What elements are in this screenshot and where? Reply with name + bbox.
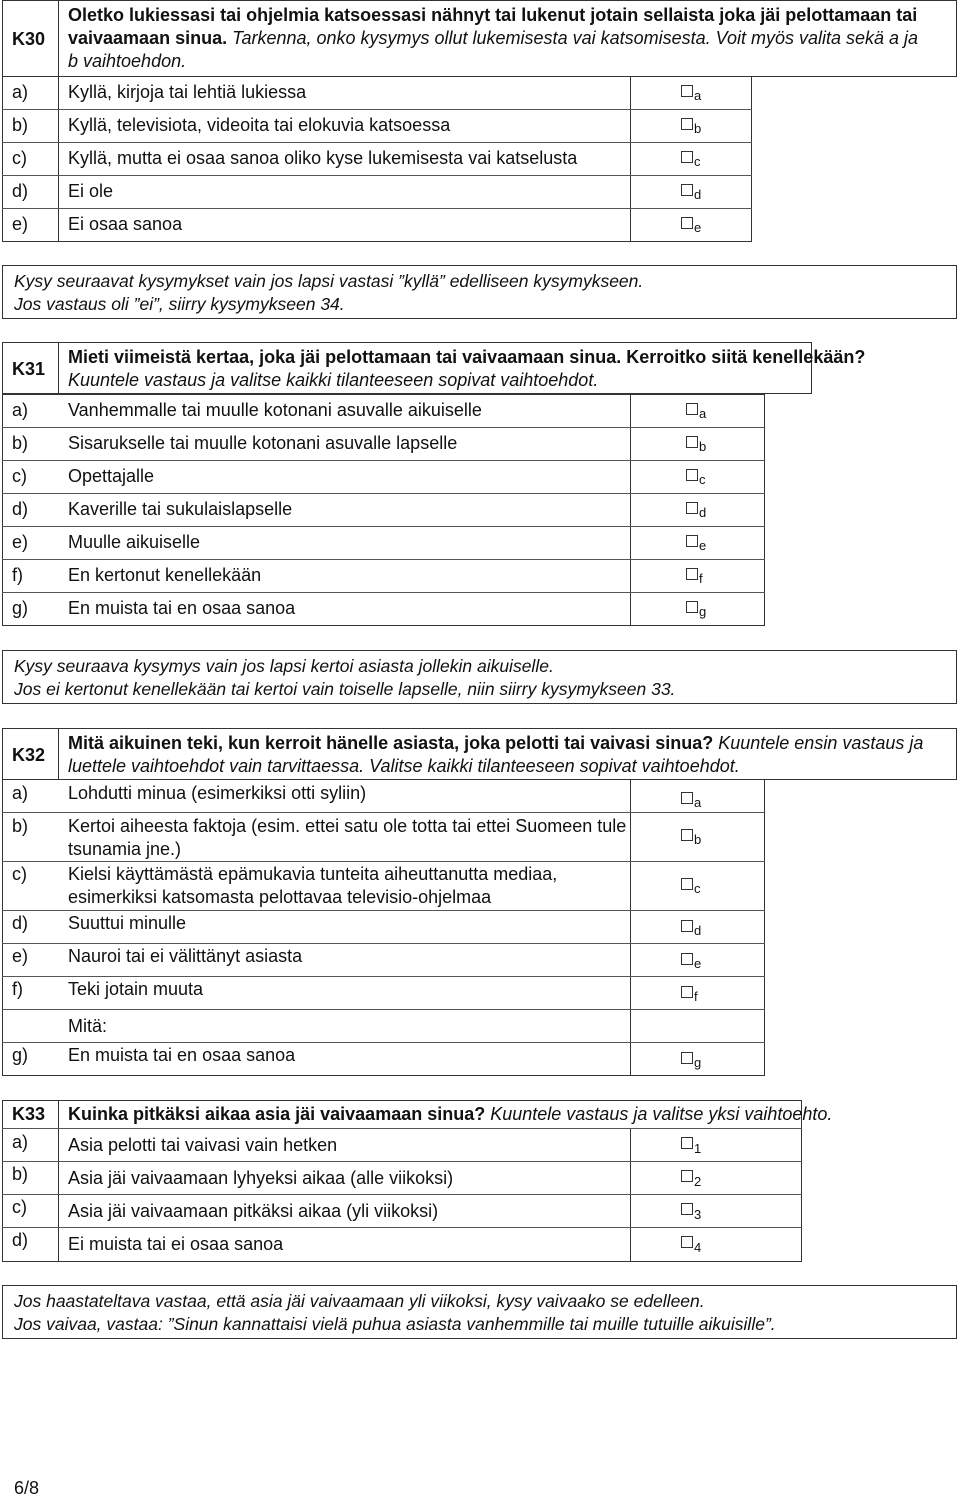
option-label: d) <box>12 499 29 519</box>
option-label: a) <box>12 1132 29 1152</box>
k32-row-line <box>2 812 765 813</box>
checkbox[interactable] <box>686 601 698 613</box>
k33-code-divider <box>630 1128 631 1262</box>
option-label: b) <box>12 816 29 836</box>
option-text: Asia jäi vaivaamaan pitkäksi aikaa (yli viikoksi) <box>68 1201 439 1221</box>
instruction-line: Kysy seuraavat kysymykset vain jos lapsi vastasi ”kyllä” edelliseen kysymykseen. <box>14 271 644 291</box>
k33-row-line <box>2 1194 802 1195</box>
option-text: Asia pelotti tai vaivasi vain hetken <box>68 1135 338 1155</box>
option-code: b <box>699 439 707 454</box>
option-code: b <box>694 121 702 136</box>
k32-row-line <box>2 1009 765 1010</box>
option-label: b) <box>12 1164 29 1184</box>
option-text-continued: tsunamia jne.) <box>68 839 182 859</box>
option-text: En muista tai en osaa sanoa <box>68 598 296 618</box>
option-label: c) <box>12 864 27 884</box>
k32-row-line <box>2 861 765 862</box>
option-label: d) <box>12 1230 29 1250</box>
option-label: a) <box>12 82 29 102</box>
checkbox[interactable] <box>681 878 693 890</box>
option-text: Ei ole <box>68 181 114 201</box>
option-code: f <box>694 989 698 1004</box>
k33-row-line <box>2 1128 802 1129</box>
k31-row-line <box>2 460 765 461</box>
checkbox[interactable] <box>681 1203 693 1215</box>
k32-divider <box>58 728 59 780</box>
option-text: Opettajalle <box>68 466 155 486</box>
k31-question-bold: Mieti viimeistä kertaa, joka jäi pelottamaan tai vaivaamaan sinua. Kerroitko siitä kenellekään? <box>68 347 866 367</box>
k31-row-line <box>2 526 765 527</box>
option-code: c <box>694 881 701 896</box>
k31-row-line <box>2 559 765 560</box>
k33-id: K33 <box>12 1104 46 1124</box>
checkbox[interactable] <box>686 436 698 448</box>
option-text: Ei muista tai ei osaa sanoa <box>68 1234 284 1254</box>
option-label: a) <box>12 783 29 803</box>
option-label: g) <box>12 598 29 618</box>
option-code: c <box>699 472 706 487</box>
k33-question-instruction: Kuuntele vastaus ja valitse yksi vaihtoehto. <box>485 1104 833 1124</box>
instruction-line: Kysy seuraava kysymys vain jos lapsi kertoi asiasta jollekin aikuiselle. <box>14 656 554 676</box>
instruction-line: Jos vastaus oli ”ei”, siirry kysymykseen 34. <box>14 294 345 314</box>
k30-question-bold-2: vaivaamaan sinua. <box>68 28 228 48</box>
option-label: g) <box>12 1045 29 1065</box>
option-code: e <box>699 538 707 553</box>
option-code: 3 <box>694 1207 702 1222</box>
option-label: f) <box>12 979 23 999</box>
option-label: f) <box>12 565 23 585</box>
option-text: Kyllä, kirjoja tai lehtiä lukiessa <box>68 82 307 102</box>
checkbox[interactable] <box>681 184 693 196</box>
option-label: e) <box>12 214 29 234</box>
option-text: Ei osaa sanoa <box>68 214 183 234</box>
checkbox[interactable] <box>681 792 693 804</box>
k30-question-bold-1: Oletko lukiessasi tai ohjelmia katsoessasi nähnyt tai lukenut jotain sellaista joka jäi pelottamaan tai <box>68 5 918 25</box>
k32-question-bold: Mitä aikuinen teki, kun kerroit hänelle asiasta, joka pelotti tai vaivasi sinua? <box>68 733 714 753</box>
k30-question <box>68 4 948 73</box>
option-text: Suuttui minulle <box>68 913 187 933</box>
option-code: c <box>694 154 701 169</box>
k30-id: K30 <box>12 29 46 49</box>
option-code: d <box>694 923 702 938</box>
checkbox[interactable] <box>681 1170 693 1182</box>
option-text: Vanhemmalle tai muulle kotonani asuvalle aikuiselle <box>68 400 482 420</box>
instruction-line: Jos haastateltava vastaa, että asia jäi vaivaamaan yli viikoksi, kysy vaivaako se edelleen. <box>14 1291 705 1311</box>
option-code: a <box>699 406 707 421</box>
k32-row-line <box>2 976 765 977</box>
checkbox[interactable] <box>686 568 698 580</box>
option-text: Kyllä, mutta ei osaa sanoa oliko kyse lukemisesta vai katselusta <box>68 148 578 168</box>
option-label: d) <box>12 913 29 933</box>
option-text: En muista tai en osaa sanoa <box>68 1045 296 1065</box>
option-label: c) <box>12 1197 27 1217</box>
k31-id: K31 <box>12 359 46 379</box>
option-code: g <box>699 604 707 619</box>
option-code: g <box>694 1055 702 1070</box>
checkbox[interactable] <box>686 502 698 514</box>
checkbox[interactable] <box>686 535 698 547</box>
k31-row-line <box>2 493 765 494</box>
checkbox[interactable] <box>686 403 698 415</box>
k32-row-line <box>2 943 765 944</box>
option-text: Lohdutti minua (esimerkiksi otti syliin) <box>68 783 367 803</box>
option-code: 2 <box>694 1174 702 1189</box>
checkbox[interactable] <box>681 1052 693 1064</box>
option-label: d) <box>12 181 29 201</box>
option-text: Asia jäi vaivaamaan lyhyeksi aikaa (alle viikoksi) <box>68 1168 454 1188</box>
option-code: b <box>694 832 702 847</box>
k30-row-line <box>2 109 752 110</box>
option-text: Kyllä, televisiota, videoita tai elokuvia katsoessa <box>68 115 451 135</box>
k33-question <box>68 1104 832 1125</box>
k33-question-bold: Kuinka pitkäksi aikaa asia jäi vaivaamaan sinua? <box>68 1104 486 1124</box>
k31-question-instruction: Kuuntele vastaus ja valitse kaikki tilanteeseen sopivat vaihtoehdot. <box>68 370 599 390</box>
option-code: a <box>694 88 702 103</box>
k30-row-line <box>2 175 752 176</box>
option-text: Nauroi tai ei välittänyt asiasta <box>68 946 303 966</box>
checkbox[interactable] <box>681 217 693 229</box>
option-code: d <box>699 505 707 520</box>
checkbox[interactable] <box>681 829 693 841</box>
checkbox[interactable] <box>681 1137 693 1149</box>
k33-divider <box>58 1100 59 1262</box>
option-label: b) <box>12 115 29 135</box>
option-text: Muulle aikuiselle <box>68 532 201 552</box>
k30-row-line <box>2 142 752 143</box>
option-code: e <box>694 956 702 971</box>
k33-row-line <box>2 1227 802 1228</box>
k31-row-line <box>2 427 765 428</box>
checkbox[interactable] <box>681 986 693 998</box>
instruction-line: Jos ei kertonut kenellekään tai kertoi vain toiselle lapselle, niin siirry kysymykseen 33. <box>14 679 676 699</box>
option-text: En kertonut kenellekään <box>68 565 262 585</box>
k30-row-line <box>2 208 752 209</box>
k32-question <box>68 732 923 778</box>
option-code: d <box>694 187 702 202</box>
k33-row-line <box>2 1161 802 1162</box>
option-label: c) <box>12 148 27 168</box>
page-number: 6/8 <box>14 1478 40 1498</box>
option-text: Kielsi käyttämästä epämukavia tunteita aiheuttanutta mediaa, <box>68 864 558 884</box>
option-text-continued: esimerkiksi katsomasta pelottavaa televisio-ohjelmaa <box>68 887 492 907</box>
k30-code-divider <box>630 76 631 242</box>
option-text: Kaverille tai sukulaislapselle <box>68 499 293 519</box>
checkbox[interactable] <box>681 953 693 965</box>
option-text: Teki jotain muuta <box>68 979 204 999</box>
k32-id: K32 <box>12 745 46 765</box>
k31-row-line <box>2 592 765 593</box>
checkbox[interactable] <box>681 118 693 130</box>
other-specify-label: Mitä: <box>68 1016 108 1036</box>
option-label: a) <box>12 400 29 420</box>
option-label: e) <box>12 946 29 966</box>
checkbox[interactable] <box>681 85 693 97</box>
checkbox[interactable] <box>681 151 693 163</box>
option-code: a <box>694 795 702 810</box>
option-text: Sisarukselle tai muulle kotonani asuvalle lapselle <box>68 433 458 453</box>
option-text: Kertoi aiheesta faktoja (esim. ettei satu ole totta tai ettei Suomeen tule <box>68 816 627 836</box>
option-label: e) <box>12 532 29 552</box>
k30-question-instruction-2: b vaihtoehdon. <box>68 51 187 71</box>
checkbox[interactable] <box>686 469 698 481</box>
k32-row-line <box>2 1042 765 1043</box>
checkbox[interactable] <box>681 920 693 932</box>
k30-question-instruction: Tarkenna, onko kysymys ollut lukemisesta vai katsomisesta. Voit myös valita sekä a ja <box>227 28 919 48</box>
option-code: e <box>694 220 702 235</box>
k32-question-instruction-2: luettele vaihtoehdot vain tarvittaessa. Valitse kaikki tilanteeseen sopivat vaihtoehdot. <box>68 756 740 776</box>
option-label: b) <box>12 433 29 453</box>
k32-question-instruction: Kuuntele ensin vastaus ja <box>713 733 924 753</box>
k32-row-line <box>2 910 765 911</box>
k32-code-divider <box>630 779 631 1076</box>
option-label: c) <box>12 466 27 486</box>
checkbox[interactable] <box>681 1236 693 1248</box>
option-code: 1 <box>694 1141 702 1156</box>
instruction-line: Jos vaivaa, vastaa: ”Sinun kannattaisi vielä puhua asiasta vanhemmille tai muille tutuille aikuisille”. <box>14 1314 776 1334</box>
k31-divider <box>58 342 59 394</box>
k31-question <box>68 346 865 392</box>
option-code: 4 <box>694 1240 702 1255</box>
option-code: f <box>699 571 703 586</box>
